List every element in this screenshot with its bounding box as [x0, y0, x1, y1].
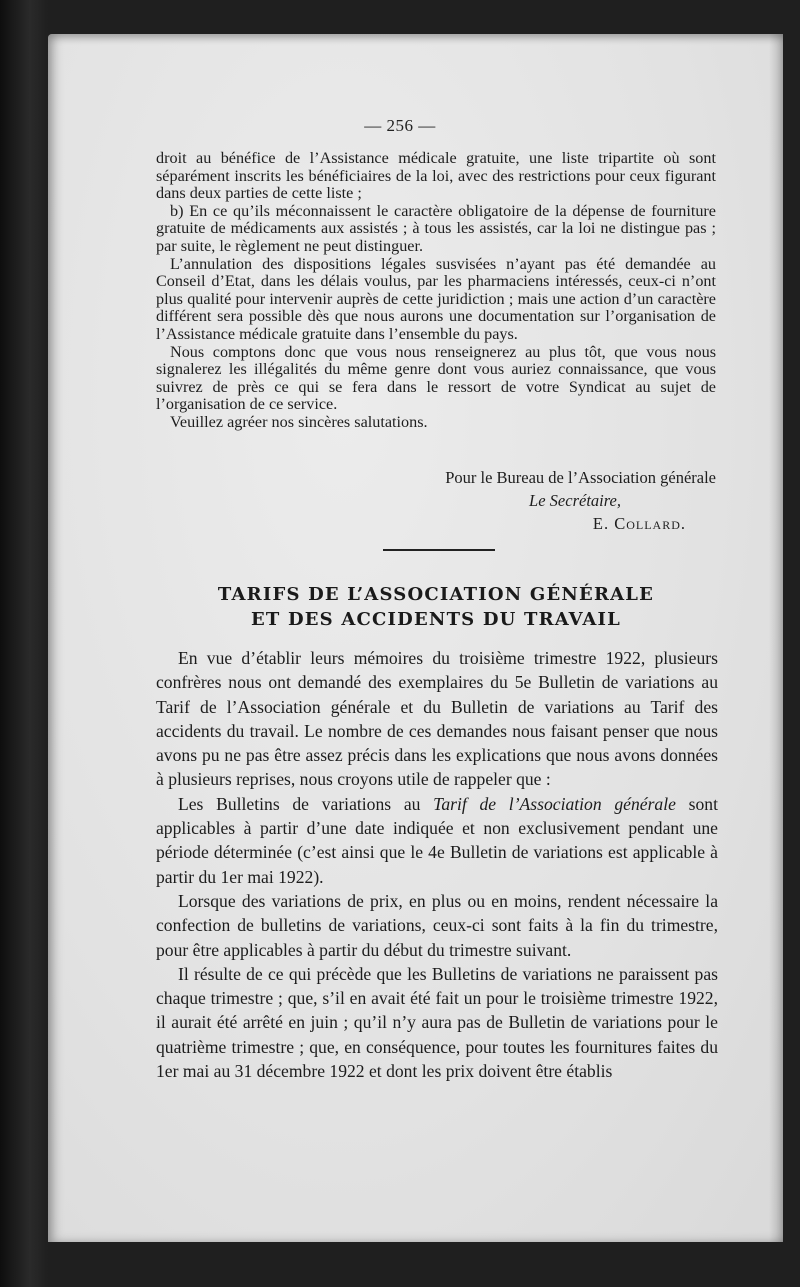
tarif-title-italic: Tarif de l’Association générale: [433, 793, 676, 814]
article-paragraph-1: En vue d’établir leurs mémoires du troisième trimestre 1922, plusieurs confrères nous ont demandé des exemplaires du 5e Bulletin de variations au Tarif de l’Association générale et du Bulletin de variations au Tarif des accidents du travail. Le nombre de ces demandes nous faisant penser que nous avons pu ne pas être assez précis dans les explications que nous avons données à plusieurs reprises, nous croyons utile de rappeler que :: [156, 648, 718, 790]
letter-paragraph-1: droit au bénéfice de l’Assistance médicale gratuite, une liste tripartite où sont séparément inscrits les bénéficiaires de la loi, avec des restrictions pour ceux figurant dans deux parties de cette liste ;: [156, 149, 716, 203]
heading-line-2: ET DES ACCIDENTS DU TRAVAIL: [250, 609, 622, 630]
signature-organization: Pour le Bureau de l’Association générale: [445, 468, 716, 487]
article-paragraph-2-end: sont applicables à partir d’une date indiquée et non exclusivement pendant une période déterminée (c’est ainsi que le 4e Bulletin de variations est applicable à partir du 1er mai 1922).: [156, 793, 718, 887]
article-paragraph-2-start: Les Bulletins de variations au: [178, 793, 434, 814]
section-divider: [383, 549, 495, 551]
letter-paragraph-3: L’annulation des dispositions légales susvisées n’ayant pas été demandée au Conseil d’Etat, dans les délais voulus, par les pharmaciens intéressés, ceux-ci n’ont plus qualité pour intervenir auprès de cette juridiction ; mais une action d’un caractère différent sera possible dès que nous aurons une documentation sur l’organisation de l’Assistance médicale gratuite dans l’ensemble du pays.: [156, 254, 716, 343]
page-shadow: [769, 34, 783, 1242]
page-number: — 256 —: [364, 116, 436, 135]
article-body: [156, 646, 718, 1083]
letter-body: [156, 150, 716, 432]
signature-block: [156, 466, 716, 535]
article-paragraph-2: [156, 792, 718, 889]
signature-title: Le Secrétaire,: [529, 491, 621, 510]
article-paragraph-3: Lorsque des variations de prix, en plus ou en moins, rendent nécessaire la confection de bulletins de variations, ceux-ci sont faits à la fin du trimestre, pour être applicables à partir du début du trimestre suivant.: [156, 890, 718, 960]
letter-paragraph-4: Nous comptons donc que vous nous renseignerez au plus tôt, que vous nous signalerez les illégalités du même genre dont vous auriez connaissance, que vous suivrez de près ce qui se fera dans le ressort de votre Syndicat au sujet de l’organisation de ce service.: [156, 342, 716, 414]
article-paragraph-4: Il résulte de ce qui précède que les Bulletins de variations ne paraissent pas chaque trimestre ; que, s’il en avait été fait un pour le troisième trimestre 1922, il aurait été arrêté en juin ; qu’il n’y aura pas de Bulletin de variations pour le quatrième trimestre ; que, en conséquence, pour toutes les fournitures faites du 1er mai au 31 décembre 1922 et dont les prix doivent être établis: [156, 963, 718, 1082]
letter-closing: Veuillez agréer nos sincères salutations.: [170, 412, 428, 431]
section-heading: [156, 582, 716, 632]
signature-name: E. Collard.: [592, 514, 686, 533]
letter-paragraph-2: b) En ce qu’ils méconnaissent le caractère obligatoire de la dépense de fourniture gratuite de médicaments aux assistés ; à tous les assistés, car la loi ne distingue pas ; par suite, le règlement ne peut distinguer.: [156, 201, 716, 255]
heading-line-1: TARIFS DE L’ASSOCIATION GÉNÉRALE: [217, 584, 655, 605]
